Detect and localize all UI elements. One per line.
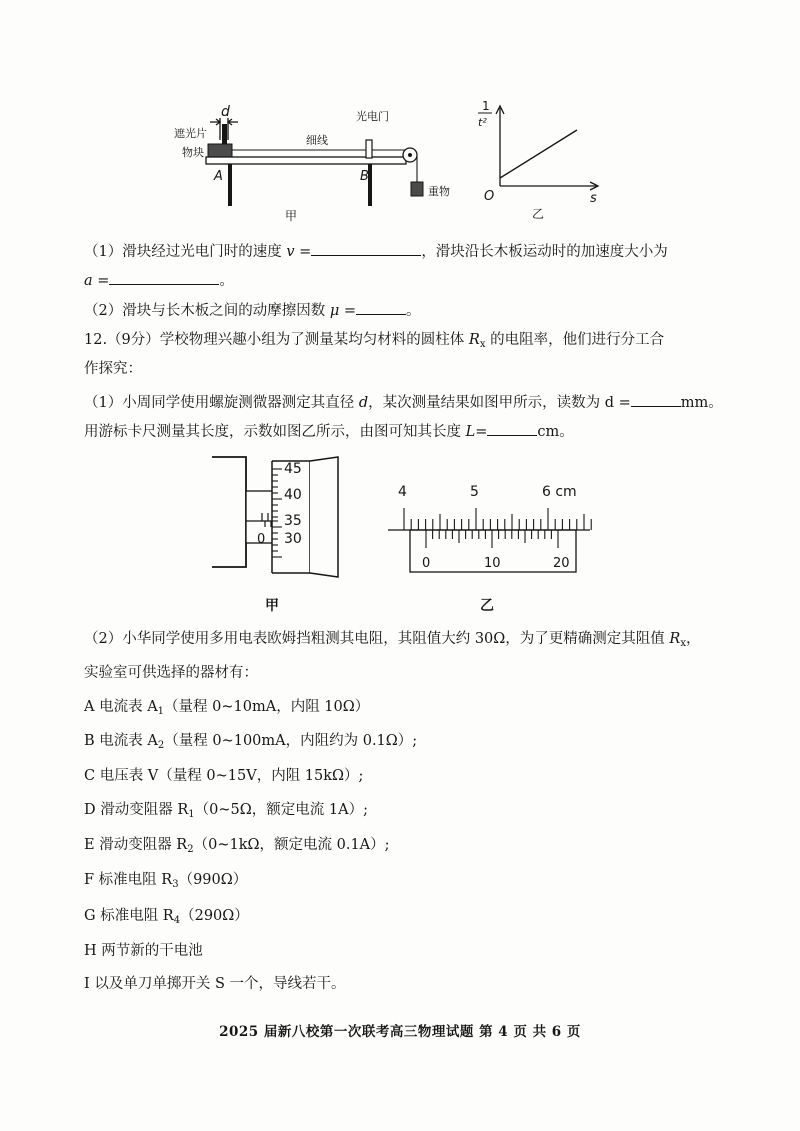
- equipment-item: [84, 870, 760, 895]
- caliper-main-4: 4: [398, 484, 407, 500]
- q11-part2-line: [84, 300, 760, 321]
- caliper-vernier-0: 0: [422, 556, 431, 571]
- caption-jia-mid: 甲: [265, 598, 279, 614]
- q12-length-blank[interactable]: [487, 421, 537, 436]
- q11-p2-text-b: =: [339, 303, 357, 319]
- label-string: 细线: [306, 134, 328, 147]
- equipment-item: [84, 731, 760, 756]
- label-A: A: [214, 169, 223, 184]
- q11-acceleration-blank[interactable]: [109, 270, 219, 285]
- q12-head-b: 的电阻率，他们进行分工合: [485, 332, 665, 348]
- caption-yi-top: 乙: [532, 207, 545, 221]
- equipment-item-subscript: 3: [172, 879, 179, 890]
- equipment-item-subscript: 1: [188, 809, 195, 820]
- q12-part2-line2: [84, 663, 760, 683]
- q11-p1-text-e: 。: [219, 273, 234, 289]
- q11-mu-blank[interactable]: [356, 300, 406, 315]
- micrometer-scale-35: 35: [284, 513, 302, 529]
- label-B: B: [360, 169, 369, 184]
- equipment-item-spec: （290Ω）: [180, 908, 249, 924]
- caliper-figure: [380, 478, 595, 616]
- x-axis-label: s: [590, 191, 597, 206]
- page-footer: 2025 届新八校第一次联考高三物理试题 第 4 页 共 6 页: [219, 1024, 581, 1040]
- label-block: 物块: [182, 146, 204, 159]
- equipment-item: [84, 835, 760, 860]
- q11-part1-line: [84, 241, 760, 262]
- caliper-main-5: 5: [470, 484, 479, 500]
- q11-var-v: v: [286, 244, 295, 260]
- label-shade-plate: 遮光片: [174, 127, 207, 140]
- q12-p1-c: mm。: [680, 395, 723, 411]
- equipment-item: [84, 974, 760, 999]
- origin-label: O: [484, 189, 495, 204]
- q12-head-c: 作探究：: [84, 361, 142, 377]
- equipment-item-text: E 滑动变阻器 R: [84, 837, 188, 853]
- y-label-denominator: t²: [478, 116, 487, 129]
- q12-diameter-blank[interactable]: [631, 392, 681, 407]
- q12-p1-b: ，某次测量结果如图甲所示，读数为 d =: [368, 395, 631, 411]
- equipment-item-text: D 滑动变阻器 R: [84, 802, 189, 818]
- equipment-item-spec: （990Ω）: [178, 872, 248, 888]
- equipment-item: [84, 906, 760, 931]
- q12-p1-e: 用游标卡尺测量其长度，示数如图乙所示，由图可知其长度: [84, 424, 466, 440]
- q12-var-R: R: [468, 332, 480, 348]
- equipment-item-subscript: 4: [173, 915, 181, 926]
- q12-part1-line: [84, 392, 760, 413]
- label-weight: 重物: [428, 185, 450, 198]
- micrometer-scale-45: 45: [284, 461, 302, 477]
- equipment-item-spec: （0~1kΩ，额定电流 0.1A）;: [193, 837, 390, 853]
- equipment-item: [84, 800, 760, 825]
- q11-p2-text-a: （2）滑块与长木板之间的动摩擦因数: [84, 303, 330, 319]
- graph-figure: [472, 98, 612, 226]
- equipment-item-text: F 标准电阻 R: [84, 872, 173, 888]
- micrometer-figure: [210, 455, 350, 615]
- q12-var-d: d: [358, 395, 369, 411]
- q11-p1-text-a: （1）滑块经过光电门时的速度: [84, 244, 287, 260]
- y-label-numerator: 1: [482, 99, 490, 113]
- q12-p2-c: 实验室可供选择的器材有：: [84, 665, 258, 681]
- micrometer-scale-30: 30: [284, 531, 302, 547]
- q12-part2-line: [84, 629, 760, 654]
- equipment-item-subscript: 2: [187, 844, 194, 855]
- q12-sub-x: x: [479, 339, 486, 350]
- equipment-item-text: C 电压表 V（量程 0~15V，内阻 15kΩ）;: [84, 768, 364, 784]
- equipment-item-spec: （量程 0~10mA，内阻 10Ω）: [164, 699, 370, 715]
- label-photogate: 光电门: [356, 110, 389, 123]
- equipment-item-subscript: 1: [157, 706, 165, 717]
- equipment-item-text: I 以及单刀单掷开关 S 一个，导线若干。: [84, 976, 346, 992]
- equipment-item-spec: （量程 0~100mA，内阻约为 0.1Ω）;: [164, 733, 418, 749]
- caption-yi-mid: 乙: [480, 598, 494, 614]
- caption-jia-top: 甲: [285, 209, 298, 223]
- q12-head-a: 12.（9分）学校物理兴趣小组为了测量某均匀材料的圆柱体: [84, 332, 469, 348]
- equipment-item-subscript: 2: [157, 740, 165, 751]
- q12-p1-f: =: [475, 424, 488, 440]
- equipment-item-text: B 电流表 A: [84, 733, 158, 749]
- q11-p1-text-b: =: [294, 244, 312, 260]
- micrometer-zero: 0: [257, 532, 266, 547]
- equipment-item: [84, 766, 760, 791]
- equipment-item-text: G 标准电阻 R: [84, 908, 174, 924]
- caliper-vernier-20: 20: [553, 556, 570, 571]
- q12-sub-x2: x: [680, 638, 686, 649]
- equipment-item: [84, 941, 760, 966]
- q12-part1-line2: [84, 421, 760, 442]
- equipment-item: [84, 697, 760, 722]
- micrometer-scale-40: 40: [284, 487, 302, 503]
- q12-p2-a: （2）小华同学使用多用电表欧姆挡粗测其电阻，其阻值大约 30Ω，为了更精确测定其阻值: [84, 631, 670, 647]
- q11-part1-line2: [84, 270, 760, 291]
- q12-p2-b: ，: [685, 631, 701, 647]
- q12-header-line: [84, 330, 760, 355]
- q12-p1-a: （1）小周同学使用螺旋测微器测定其直径: [84, 395, 359, 411]
- q11-var-mu: μ: [329, 303, 340, 319]
- q11-velocity-blank[interactable]: [311, 241, 421, 256]
- q12-var-L: L: [465, 424, 476, 440]
- q12-var-R2: R: [669, 631, 681, 647]
- equipment-item-text: A 电流表 A: [84, 699, 158, 715]
- q11-p2-text-c: 。: [406, 303, 421, 319]
- caliper-vernier-10: 10: [484, 556, 501, 571]
- q12-p1-g: cm。: [537, 424, 574, 440]
- q11-p1-text-d: =: [92, 273, 110, 289]
- equipment-item-spec: （0~5Ω，额定电流 1A）;: [194, 802, 368, 818]
- equipment-item-text: H 两节新的干电池: [84, 943, 203, 959]
- apparatus-figure: [170, 100, 470, 225]
- q11-var-a: a: [84, 273, 93, 289]
- q11-p1-text-c: ，滑块沿长木板运动时的加速度大小为: [421, 244, 668, 260]
- caliper-main-6cm: 6 cm: [542, 484, 577, 500]
- q12-header-line2: [84, 359, 760, 379]
- label-d: d: [221, 104, 230, 120]
